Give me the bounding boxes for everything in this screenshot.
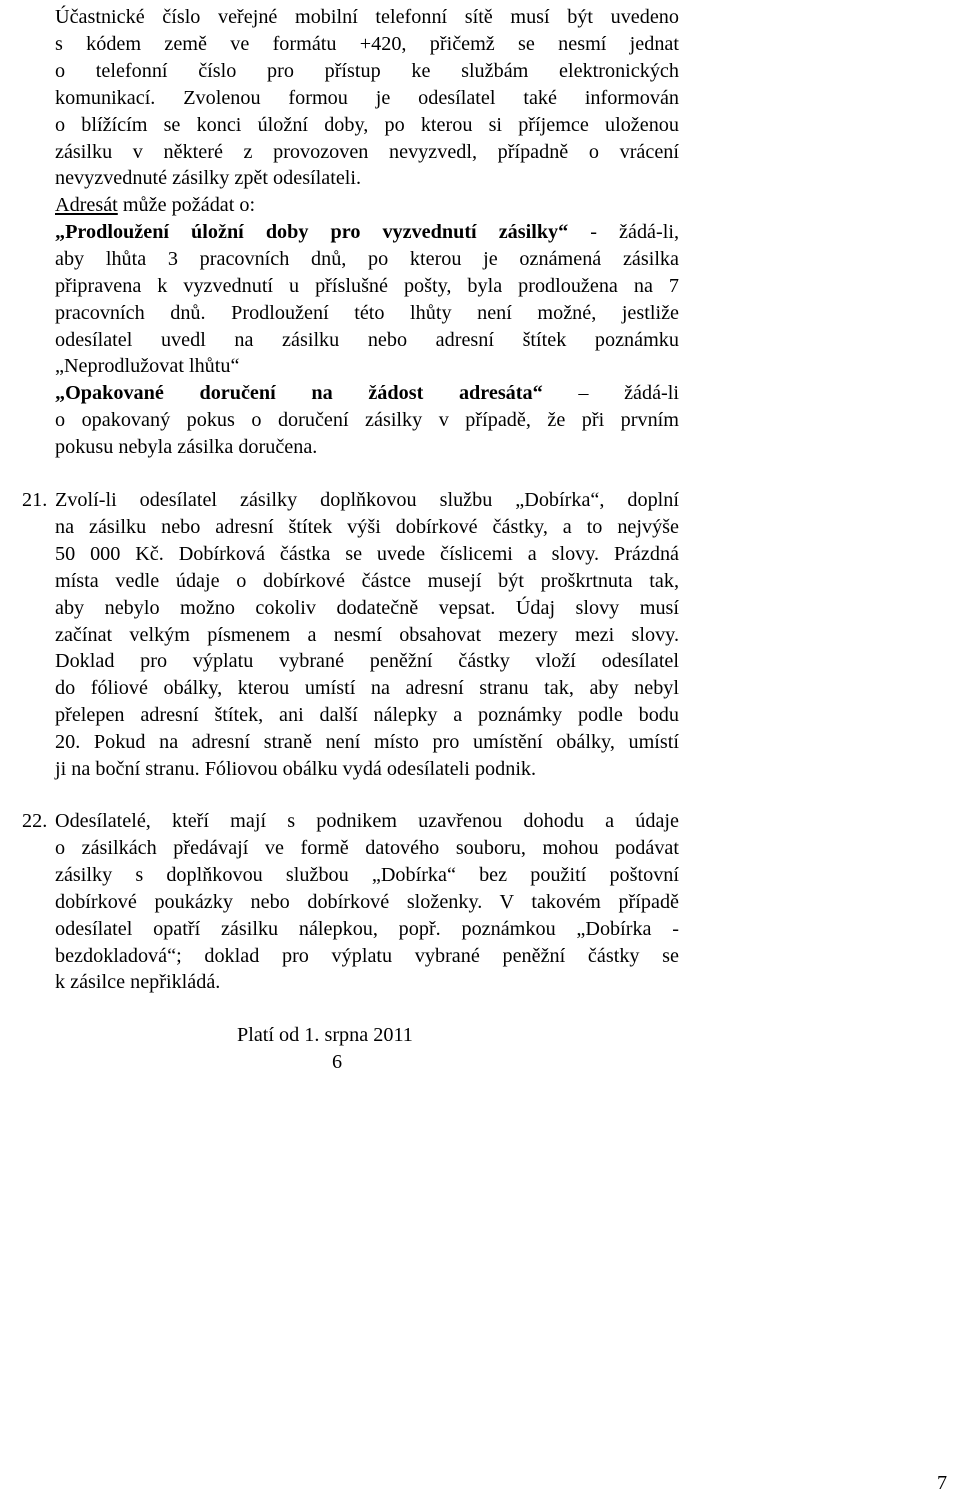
option2-title-line (55, 380, 679, 407)
adresat-heading-rest: může požádat o: (117, 194, 256, 216)
sheet-page-number: 7 (937, 1472, 948, 1494)
text-line: pracovních dnů. Prodloužení této lhůty není možné, jestliže (55, 301, 679, 324)
text-line: o telefonní číslo pro přístup ke službám elektronických (55, 59, 679, 82)
option2-title: „Opakované doručení na žádost adresáta“ (55, 382, 543, 405)
text-line: ji na boční stranu. Fóliovou obálku vydá odesílateli podnik. (55, 758, 537, 781)
text-line: nevyzvednuté zásilky zpět odesílateli. (55, 167, 362, 190)
text-line: Doklad pro výplatu vybrané peněžní částky vloží odesílatel (55, 650, 679, 673)
adresat-section (55, 192, 679, 461)
text-line: bezdokladová“; doklad pro výplatu vybrané peněžní částky se (55, 944, 679, 967)
text-line: komunikací. Zvolenou formou je odesílatel také informován (55, 86, 679, 109)
text-line: k zásilce nepřikládá. (55, 971, 221, 994)
item-21-paragraph (55, 487, 679, 783)
item-22-paragraph (55, 808, 679, 996)
text-line: o zásilkách předávají ve formě datového souboru, mohou podávat (55, 836, 679, 859)
adresat-heading-line (55, 192, 679, 219)
page-number: 6 (332, 1051, 343, 1073)
intro-paragraph (55, 4, 679, 192)
text-line: o opakovaný pokus o doručení zásilky v případě, že při prvním (55, 409, 679, 432)
text-line: Účastnické číslo veřejné mobilní telefonní sítě musí být uvedeno (55, 6, 679, 28)
option1-title-rest: - žádá-li, (568, 220, 680, 243)
text-line: 50 000 Kč. Dobírková částka se uvede číslicemi a slovy. Prázdná (55, 542, 679, 565)
option2-title-rest: – žádá-li (542, 382, 679, 405)
text-line: zásilku v některé z provozoven nevyzvedl, případně o vrácení (55, 140, 679, 163)
text-line: s kódem země ve formátu +420, přičemž se nesmí jednat (55, 32, 679, 55)
text-line: připravena k vyzvednutí u příslušné pošty, byla prodloužena na 7 (55, 274, 679, 297)
option1-title: „Prodloužení úložní doby pro vyzvednutí zásilky“ (55, 220, 569, 243)
text-line: místa vedle údaje o dobírkové částce musejí být proškrtnuta tak, (55, 569, 679, 592)
text-line: 20. Pokud na adresní straně není místo pro umístění obálky, umístí (55, 731, 679, 754)
text-line: zásilky s doplňkovou službou „Dobírka“ bez použití poštovní (55, 863, 679, 886)
text-line: aby nebylo možno cokoliv dodatečně vepsat. Údaj slovy musí (55, 596, 679, 619)
text-line: na zásilku nebo adresní štítek výši dobírkové částky, a to nejvýše (55, 515, 679, 538)
text-line: odesílatel opatří zásilku nálepkou, popř. poznámkou „Dobírka - (55, 917, 679, 940)
text-line: aby lhůta 3 pracovních dnů, po kterou je oznámená zásilka (55, 247, 679, 270)
valid-from-note: Platí od 1. srpna 2011 (237, 1024, 413, 1046)
text-line: „Neprodlužovat lhůtu“ (55, 355, 240, 378)
text-line: do fóliové obálky, kterou umístí na adresní stranu tak, aby nebyl (55, 677, 679, 700)
text-line: o blížícím se konci úložní doby, po kterou si příjemce uloženou (55, 113, 679, 136)
adresat-heading: Adresát (55, 194, 118, 216)
item-22-number: 22. (22, 810, 48, 832)
text-line: Odesílatelé, kteří mají s podnikem uzavřenou dohodu a údaje (55, 810, 679, 832)
text-line: odesílatel uvedl na zásilku nebo adresní štítek poznámku (55, 328, 679, 351)
text-line: přelepen adresní štítek, ani další nálepky a poznámky podle bodu (55, 704, 679, 727)
text-line: pokusu nebyla zásilka doručena. (55, 436, 318, 459)
text-line: začínat velkým písmenem a nesmí obsahovat mezery mezi slovy. (55, 623, 679, 646)
text-line: Zvolí-li odesílatel zásilky doplňkovou službu „Dobírka“, doplní (55, 489, 679, 511)
item-21-number: 21. (22, 489, 48, 511)
text-line: dobírkové poukázky nebo dobírkové složenky. V takovém případě (55, 890, 679, 913)
option1-title-line (55, 219, 679, 246)
